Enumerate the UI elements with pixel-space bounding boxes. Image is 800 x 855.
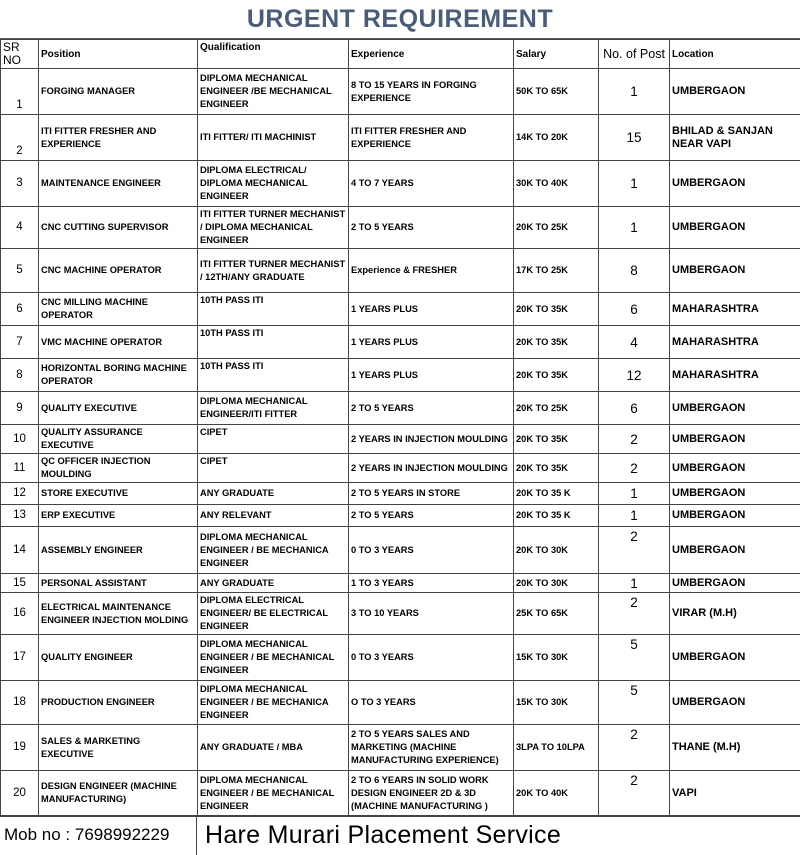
salary-cell: 15K TO 30K [514,681,599,725]
position-cell: ERP EXECUTIVE [39,505,198,527]
header-posts: No. of Post [599,40,670,69]
location-cell: UMBERGAON [670,207,800,249]
location-cell: VIRAR (M.H) [670,593,800,635]
experience-cell: 3 TO 10 YEARS [349,593,514,635]
location-cell: UMBERGAON [670,681,800,725]
salary-cell: 17K TO 25K [514,249,599,293]
posts-cell: 1 [599,207,670,249]
qualification-cell: 10TH PASS ITI [198,326,349,359]
posts-cell: 2 [599,454,670,483]
experience-cell: 1 YEARS PLUS [349,293,514,326]
experience-cell: O TO 3 YEARS [349,681,514,725]
sr-no-cell: 5 [1,249,39,293]
table-row [1,593,800,635]
location-cell: MAHARASHTRA [670,293,800,326]
header-row [1,40,800,69]
table-row [1,725,800,771]
sr-no-cell: 3 [1,161,39,207]
experience-cell: 0 TO 3 YEARS [349,527,514,574]
experience-cell: 2 TO 5 YEARS IN STORE [349,483,514,505]
qualification-cell: DIPLOMA ELECTRICAL/ DIPLOMA MECHANICAL ENGINEER [198,161,349,207]
qualification-cell: CIPET [198,454,349,483]
qualification-cell: ANY GRADUATE [198,574,349,593]
location-cell: UMBERGAON [670,425,800,454]
posts-cell: 6 [599,392,670,425]
sr-no-cell: 18 [1,681,39,725]
sr-no-cell: 16 [1,593,39,635]
position-cell: HORIZONTAL BORING MACHINE OPERATOR [39,359,198,392]
position-cell: ITI FITTER FRESHER AND EXPERIENCE [39,115,198,161]
posts-cell: 1 [599,69,670,115]
location-cell: UMBERGAON [670,527,800,574]
header-sr-no: SR NO [1,40,39,69]
position-cell: STORE EXECUTIVE [39,483,198,505]
header-qualification: Qualification [198,40,349,69]
table-row [1,483,800,505]
sr-no-cell: 12 [1,483,39,505]
location-cell: MAHARASHTRA [670,359,800,392]
sr-no-cell: 17 [1,635,39,681]
salary-cell: 20K TO 40K [514,771,599,816]
location-cell: UMBERGAON [670,454,800,483]
position-cell: DESIGN ENGINEER (MACHINE MANUFACTURING) [39,771,198,816]
posts-cell: 12 [599,359,670,392]
qualification-cell: CIPET [198,425,349,454]
location-cell: MAHARASHTRA [670,326,800,359]
qualification-cell: 10TH PASS ITI [198,359,349,392]
qualification-cell: ITI FITTER/ ITI MACHINIST [198,115,349,161]
salary-cell: 20K TO 35K [514,425,599,454]
salary-cell: 20K TO 35K [514,454,599,483]
salary-cell: 20K TO 30K [514,527,599,574]
qualification-cell: DIPLOMA MECHANICAL ENGINEER / BE MECHANICA ENGINEER [198,527,349,574]
posts-cell: 5 [599,681,670,725]
experience-cell: Experience & FRESHER [349,249,514,293]
page-title: URGENT REQUIREMENT [0,0,800,39]
posts-cell: 4 [599,326,670,359]
sr-no-cell: 20 [1,771,39,816]
posts-cell: 8 [599,249,670,293]
posts-cell: 1 [599,505,670,527]
position-cell: SALES & MARKETING EXECUTIVE [39,725,198,771]
mobile-number: Mob no : 7698992229 [0,817,197,855]
position-cell: QUALITY ENGINEER [39,635,198,681]
experience-cell: 2 TO 5 YEARS [349,505,514,527]
qualification-cell: ANY GRADUATE [198,483,349,505]
experience-cell: 4 TO 7 YEARS [349,161,514,207]
salary-cell: 25K TO 65K [514,593,599,635]
sr-no-cell: 15 [1,574,39,593]
table-row [1,69,800,115]
sr-no-cell: 6 [1,293,39,326]
table-row [1,207,800,249]
qualification-cell: DIPLOMA MECHANICAL ENGINEER / BE MECHANICA ENGINEER [198,681,349,725]
qualification-cell: DIPLOMA MECHANICAL ENGINEER / BE MECHANICAL ENGINEER [198,635,349,681]
footer [0,816,800,855]
posts-cell: 2 [599,725,670,771]
location-cell: BHILAD & SANJAN NEAR VAPI [670,115,800,161]
sr-no-cell: 19 [1,725,39,771]
salary-cell: 20K TO 35 K [514,505,599,527]
location-cell: UMBERGAON [670,635,800,681]
position-cell: VMC MACHINE OPERATOR [39,326,198,359]
qualification-cell: ANY GRADUATE / MBA [198,725,349,771]
table-row [1,527,800,574]
position-cell: QUALITY EXECUTIVE [39,392,198,425]
experience-cell: 2 TO 6 YEARS IN SOLID WORK DESIGN ENGINEER 2D & 3D (MACHINE MANUFACTURING ) [349,771,514,816]
salary-cell: 20K TO 25K [514,207,599,249]
position-cell: ELECTRICAL MAINTENANCE ENGINEER INJECTION MOLDING [39,593,198,635]
experience-cell: 2 YEARS IN INJECTION MOULDING [349,454,514,483]
salary-cell: 3LPA TO 10LPA [514,725,599,771]
table-row [1,115,800,161]
salary-cell: 20K TO 35K [514,359,599,392]
table-row [1,505,800,527]
qualification-cell: 10TH PASS ITI [198,293,349,326]
company-name: Hare Murari Placement Service [197,817,561,855]
salary-cell: 20K TO 30K [514,574,599,593]
salary-cell: 20K TO 25K [514,392,599,425]
table-row [1,771,800,816]
salary-cell: 20K TO 35K [514,293,599,326]
posts-cell: 1 [599,483,670,505]
posts-cell: 5 [599,635,670,681]
location-cell: UMBERGAON [670,161,800,207]
table-row [1,574,800,593]
qualification-cell: DIPLOMA ELECTRICAL ENGINEER/ BE ELECTRICAL ENGINEER [198,593,349,635]
salary-cell: 14K TO 20K [514,115,599,161]
experience-cell: 1 YEARS PLUS [349,326,514,359]
posts-cell: 1 [599,161,670,207]
salary-cell: 20K TO 35K [514,326,599,359]
sr-no-cell: 11 [1,454,39,483]
experience-cell: 8 TO 15 YEARS IN FORGING EXPERIENCE [349,69,514,115]
table-row [1,635,800,681]
position-cell: FORGING MANAGER [39,69,198,115]
sr-no-cell: 14 [1,527,39,574]
position-cell: QUALITY ASSURANCE EXECUTIVE [39,425,198,454]
position-cell: ASSEMBLY ENGINEER [39,527,198,574]
qualification-cell: DIPLOMA MECHANICAL ENGINEER / BE MECHANICAL ENGINEER [198,771,349,816]
location-cell: UMBERGAON [670,249,800,293]
position-cell: CNC MILLING MACHINE OPERATOR [39,293,198,326]
posts-cell: 1 [599,574,670,593]
position-cell: MAINTENANCE ENGINEER [39,161,198,207]
sr-no-cell: 2 [1,115,39,161]
location-cell: VAPI [670,771,800,816]
experience-cell: 2 TO 5 YEARS [349,392,514,425]
table-row [1,161,800,207]
qualification-cell: ITI FITTER TURNER MECHANIST / DIPLOMA MECHANICAL ENGINEER [198,207,349,249]
sr-no-cell: 4 [1,207,39,249]
table-row [1,425,800,454]
location-cell: UMBERGAON [670,69,800,115]
experience-cell: 0 TO 3 YEARS [349,635,514,681]
experience-cell: 1 YEARS PLUS [349,359,514,392]
header-position: Position [39,40,198,69]
header-salary: Salary [514,40,599,69]
posts-cell: 15 [599,115,670,161]
location-cell: UMBERGAON [670,392,800,425]
salary-cell: 50K TO 65K [514,69,599,115]
position-cell: CNC CUTTING SUPERVISOR [39,207,198,249]
location-cell: UMBERGAON [670,574,800,593]
experience-cell: 2 YEARS IN INJECTION MOULDING [349,425,514,454]
salary-cell: 20K TO 35 K [514,483,599,505]
sr-no-cell: 7 [1,326,39,359]
experience-cell: 2 TO 5 YEARS SALES AND MARKETING (MACHINE MANUFACTURING EXPERIENCE) [349,725,514,771]
header-experience: Experience [349,40,514,69]
experience-cell: 1 TO 3 YEARS [349,574,514,593]
position-cell: PERSONAL ASSISTANT [39,574,198,593]
position-cell: QC OFFICER INJECTION MOULDING [39,454,198,483]
sr-no-cell: 8 [1,359,39,392]
table-row [1,681,800,725]
qualification-cell: ANY RELEVANT [198,505,349,527]
sr-no-cell: 10 [1,425,39,454]
sr-no-cell: 1 [1,69,39,115]
table-row [1,293,800,326]
posts-cell: 2 [599,425,670,454]
table-row [1,249,800,293]
location-cell: THANE (M.H) [670,725,800,771]
posts-cell: 2 [599,527,670,574]
experience-cell: 2 TO 5 YEARS [349,207,514,249]
table-row [1,454,800,483]
location-cell: UMBERGAON [670,483,800,505]
qualification-cell: ITI FITTER TURNER MECHANIST / 12TH/ANY GRADUATE [198,249,349,293]
posts-cell: 2 [599,593,670,635]
sr-no-cell: 9 [1,392,39,425]
salary-cell: 15K TO 30K [514,635,599,681]
header-location: Location [670,40,800,69]
table-row [1,359,800,392]
position-cell: PRODUCTION ENGINEER [39,681,198,725]
qualification-cell: DIPLOMA MECHANICAL ENGINEER/ITI FITTER [198,392,349,425]
qualification-cell: DIPLOMA MECHANICAL ENGINEER /BE MECHANICAL ENGINEER [198,69,349,115]
table-row [1,392,800,425]
sr-no-cell: 13 [1,505,39,527]
salary-cell: 30K TO 40K [514,161,599,207]
requirements-table [0,39,800,816]
experience-cell: ITI FITTER FRESHER AND EXPERIENCE [349,115,514,161]
position-cell: CNC MACHINE OPERATOR [39,249,198,293]
posts-cell: 2 [599,771,670,816]
posts-cell: 6 [599,293,670,326]
table-row [1,326,800,359]
location-cell: UMBERGAON [670,505,800,527]
